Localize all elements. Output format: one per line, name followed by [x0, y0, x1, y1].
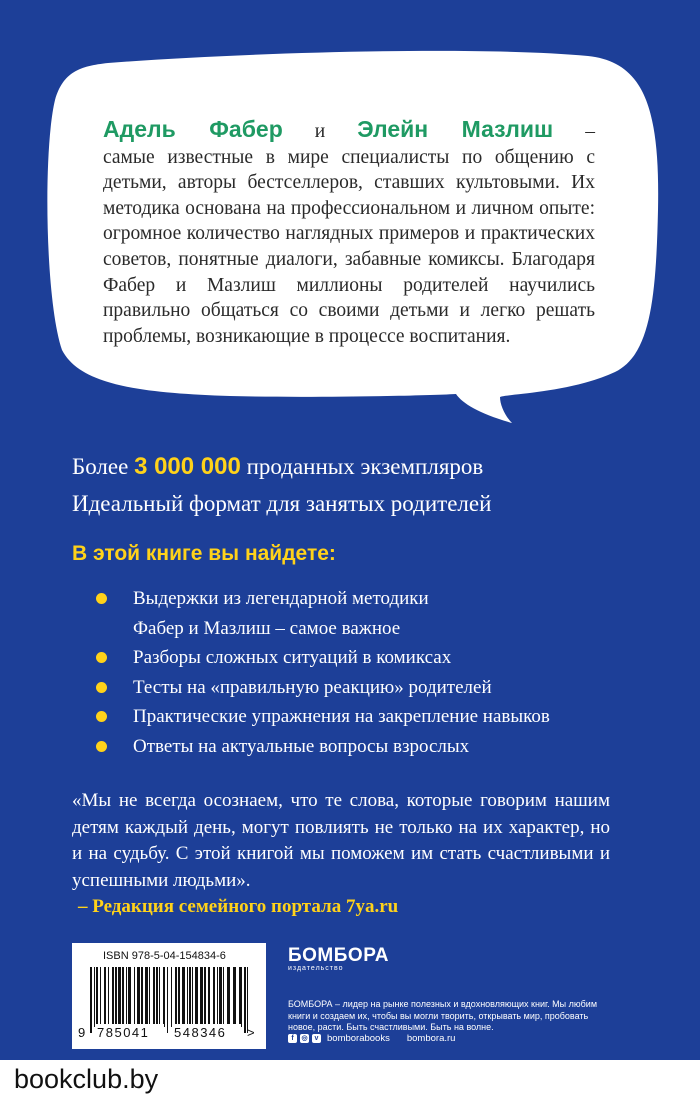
barcode-bar	[90, 967, 92, 1033]
barcode-bar	[122, 967, 124, 1027]
barcode-bar	[171, 967, 172, 1027]
list-item	[96, 673, 550, 703]
list-item	[96, 584, 473, 643]
list-item-text: Выдержки из легендарной методики Фабер и Мазлиш – самое важное	[133, 588, 429, 639]
contents-list	[96, 584, 550, 761]
barcode-digit-suffix: >	[247, 1025, 257, 1040]
barcode-bar	[112, 967, 114, 1027]
authors-bio: самые известные в мире специалисты по общению с детьми, авторы бестселлеров, ставших культовыми. Их методика основана на профессиональном и личном опыте: огромное количество наглядных примеров и практических советов, понятные диалоги, забавные комиксы. Благодаря Фабер и Мазлиш миллионы родителей научились правильно общаться со своими детьми и легко решать проблемы, возникающие в процессе воспитания.	[103, 146, 595, 347]
publisher-about: БОМБОРА – лидер на рынке полезных и вдохновляющих книг. Мы любим книги и создаем их, чтобы вы могли творить, открывать мир, пробовать новое, расти. Быть счастливыми. Быть на волне.	[288, 999, 598, 1032]
barcode-bar	[115, 967, 117, 1027]
publisher-subtitle: издательство	[288, 965, 344, 972]
authors-description	[103, 117, 595, 349]
barcode-bar	[208, 967, 210, 1027]
barcode-bar	[223, 967, 224, 1027]
barcode-bar	[104, 967, 106, 1027]
barcode-digits-left: 785041	[97, 1025, 150, 1040]
barcode-bar	[233, 967, 236, 1027]
bullet-dot-icon	[96, 741, 107, 752]
authors-line	[103, 117, 595, 145]
barcode-bar	[244, 967, 246, 1033]
barcode-bar	[153, 967, 155, 1027]
barcode-bar	[137, 967, 140, 1027]
contents-heading: В этой книге вы найдете:	[72, 542, 336, 565]
sales-line	[72, 448, 491, 485]
barcode-bar	[100, 967, 101, 1027]
publisher-social	[288, 1033, 455, 1044]
list-item	[96, 732, 550, 762]
barcode-bar	[182, 967, 185, 1027]
list-item-text: Разборы сложных ситуаций в комиксах	[133, 647, 452, 668]
barcode-bar	[108, 967, 109, 1027]
barcode-bar	[134, 967, 135, 1027]
social-handle: bomborabooks	[327, 1033, 390, 1044]
vk-icon: v	[312, 1034, 321, 1043]
quote-signature: – Редакция семейного портала 7ya.ru	[78, 896, 399, 917]
format-line: Идеальный формат для занятых родителей	[72, 491, 492, 516]
barcode-bar	[239, 967, 242, 1027]
barcode-bar	[187, 967, 188, 1027]
bullet-dot-icon	[96, 593, 107, 604]
isbn-number: ISBN 978-5-04-154834-6	[103, 950, 226, 962]
barcode-bar	[200, 967, 203, 1027]
barcode-bar	[167, 967, 168, 1033]
barcode-bar	[126, 967, 127, 1027]
barcode-bar	[96, 967, 98, 1027]
list-item-text: Тесты на «правильную реакцию» родителей	[133, 676, 492, 698]
barcode-bar	[175, 967, 177, 1027]
barcode-bar	[159, 967, 160, 1027]
list-item	[96, 643, 550, 673]
instagram-icon: ◎	[301, 1035, 308, 1042]
publisher-logo: БОМБОРА	[288, 945, 389, 966]
barcode-bar	[217, 967, 218, 1027]
publisher-brand	[288, 945, 389, 972]
barcode-bar	[141, 967, 143, 1027]
barcode-bar	[247, 967, 248, 1033]
sales-suffix: проданных экземпляров	[246, 454, 484, 479]
sales-block	[72, 448, 491, 522]
sales-number: 3 000 000	[134, 453, 241, 480]
barcode-bar	[156, 967, 158, 1027]
list-item	[96, 702, 550, 732]
publisher-site: bombora.ru	[406, 1033, 456, 1044]
list-item-text: Практические упражнения на закрепление навыков	[133, 706, 550, 727]
author-name-faber: Адель Фабер	[103, 116, 283, 142]
barcode-bar	[128, 967, 131, 1027]
barcode-bar	[204, 967, 206, 1027]
barcode-digits-right: 548346	[174, 1025, 227, 1040]
conjunction: и	[314, 121, 326, 142]
bullet-dot-icon	[96, 682, 107, 693]
barcode-digit-prefix: 9	[78, 1025, 87, 1040]
barcode-bar	[163, 967, 165, 1027]
barcode-bar	[195, 967, 198, 1027]
barcode-bar	[149, 967, 150, 1027]
list-item-text: Ответы на актуальные вопросы взрослых	[133, 735, 470, 757]
barcode-bar	[213, 967, 215, 1027]
author-name-mazlish: Элейн Мазлиш	[357, 116, 554, 142]
watermark: bookclub.by	[14, 1064, 159, 1094]
barcode-bar	[178, 967, 180, 1027]
barcode-bar	[145, 967, 148, 1027]
barcode-bar	[94, 967, 95, 1027]
dash: –	[585, 121, 595, 142]
bullet-dot-icon	[96, 652, 107, 663]
sales-prefix: Более	[72, 454, 129, 479]
editorial-quote: «Мы не всегда осознаем, что те слова, которые говорим нашим детям каждый день, могут повлиять не только на их характер, но и на судьбу. С этой книгой мы поможем им стать счастливыми и успешными людьми».	[72, 790, 610, 891]
facebook-icon: f	[288, 1034, 297, 1043]
barcode-bar	[219, 967, 222, 1027]
bullet-dot-icon	[96, 711, 107, 722]
barcode-bar	[189, 967, 191, 1027]
barcode-bar	[118, 967, 121, 1027]
barcode-bar	[192, 967, 193, 1027]
barcode-bar	[227, 967, 230, 1027]
